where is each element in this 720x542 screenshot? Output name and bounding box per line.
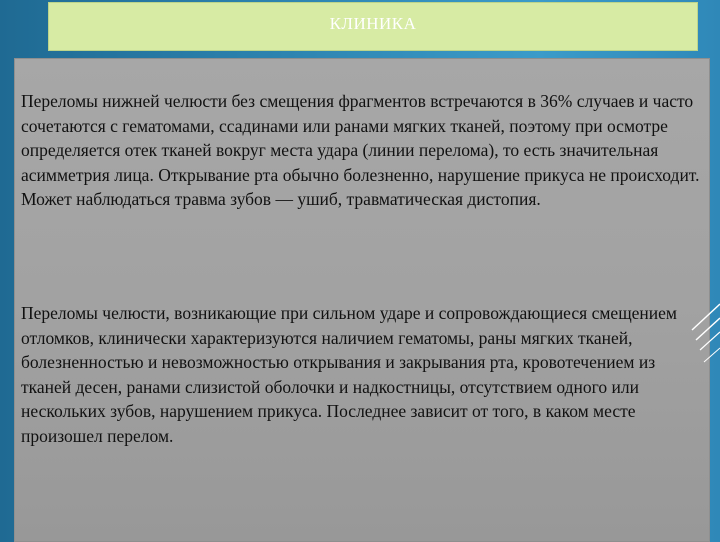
decorative-lines-icon bbox=[690, 290, 720, 380]
paragraph-1: Переломы нижней челюсти без смещения фрагментов встречаются в 36% случаев и часто сочетаются с гематомами, ссадинами или ранами мягких тканей, поэтому при осмотре определяется отек тканей вокруг места удара (линии перелома), то есть значительная асимметрия лица. Открывание рта обычно болезненно, нарушение прикуса не происходит. Может наблюдаться травма зубов — ушиб, травматическая дистопия. bbox=[21, 91, 700, 209]
paragraph-2: Переломы челюсти, возникающие при сильном ударе и сопровождающиеся смещением отломков, клинически характеризуются наличием гематомы, раны мягких тканей, болезненностью и невозможностью открывания и закрывания рта, кровотечением из тканей десен, ранами слизистой оболочки и надкостницы, отсутствием одного или нескольких зубов, нарушением прикуса. Последнее зависит от того, в каком месте произошел перелом. bbox=[21, 303, 678, 446]
content-panel bbox=[14, 58, 710, 542]
slide-title: КЛИНИКА bbox=[329, 14, 417, 33]
title-bar bbox=[48, 2, 698, 51]
